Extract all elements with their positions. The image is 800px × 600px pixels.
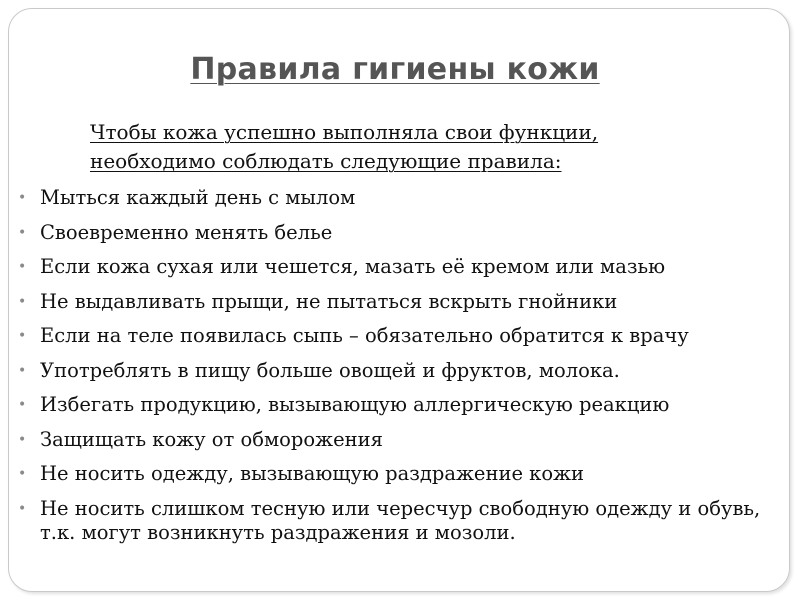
rule-text: Защищать кожу от обморожения <box>40 427 383 451</box>
bullet-icon: • <box>18 431 27 448</box>
rule-text: Своевременно менять белье <box>40 220 333 244</box>
list-item <box>0 359 790 383</box>
subtitle-line-1: Чтобы кожа успешно выполняла свои функции, <box>90 120 599 144</box>
bullet-icon: • <box>18 259 27 275</box>
bullet-icon: • <box>18 328 27 344</box>
list-item <box>0 462 790 486</box>
list-item <box>0 221 790 245</box>
rule-text: Если на теле появилась сыпь – обязательно обратится к врачу <box>40 324 689 347</box>
rule-text: Не выдавливать прыщи, не пытаться вскрыть гнойники <box>40 289 618 313</box>
rule-text: Не носить слишком тесную или чересчур свободную одежду и обувь, т.к. могут возникнуть раздражения и мозоли. <box>40 496 761 544</box>
bullet-icon: • <box>18 466 27 482</box>
slide-subtitle <box>60 118 740 176</box>
rule-text: Если кожа сухая или чешется, мазать её кремом или мазью <box>40 255 666 278</box>
list-item <box>0 255 790 279</box>
rule-text: Мыться каждый день с мылом <box>40 186 356 209</box>
bullet-icon: • <box>18 190 27 206</box>
slide-title: Правила гигиены кожи <box>190 52 600 87</box>
rules-list <box>0 186 790 555</box>
bullet-icon: • <box>18 224 27 241</box>
list-item <box>0 186 790 210</box>
rule-text: Избегать продукцию, вызывающую аллергическую реакцию <box>40 393 670 416</box>
list-item <box>0 428 790 452</box>
bullet-icon: • <box>18 397 27 413</box>
rule-text: Употреблять в пищу больше овощей и фруктов, молока. <box>40 358 620 382</box>
list-item <box>0 324 790 348</box>
rule-text: Не носить одежду, вызывающую раздражение кожи <box>40 462 585 485</box>
list-item <box>0 290 790 314</box>
list-item <box>0 393 790 417</box>
bullet-icon: • <box>18 500 27 517</box>
bullet-icon: • <box>18 362 27 379</box>
subtitle-line-2: необходимо соблюдать следующие правила: <box>90 149 562 173</box>
list-item <box>0 497 790 545</box>
bullet-icon: • <box>18 293 27 310</box>
